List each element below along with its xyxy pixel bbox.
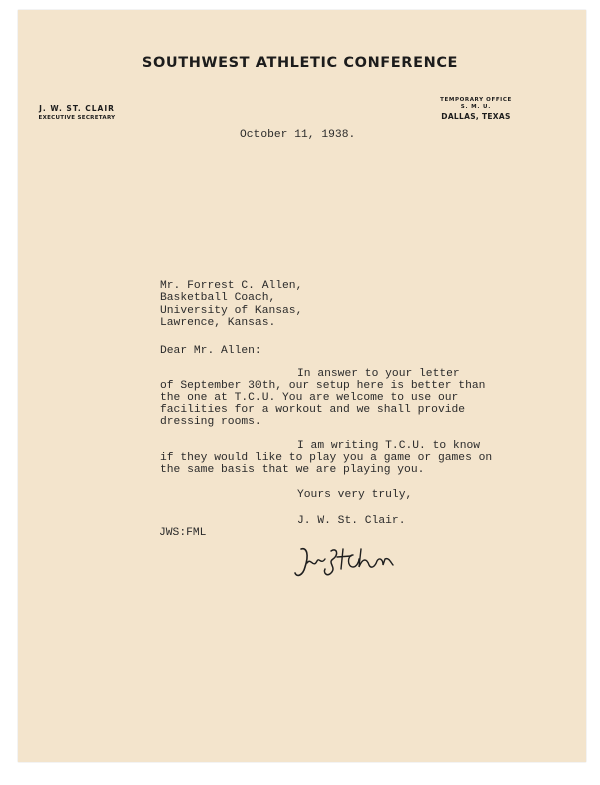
body-line: if they would like to play you a game or games on [160,452,493,464]
address-line: University of Kansas, [160,305,303,317]
typist-initials: JWS:FML [159,527,207,539]
body-line: the one at T.C.U. You are welcome to use our [160,392,459,404]
body-line: dressing rooms. [160,416,262,428]
address-line: Basketball Coach, [160,292,276,304]
secretary-name: J. W. ST. CLAIR [39,104,115,113]
body-line: the same basis that we are playing you. [160,464,425,476]
secretary-title: EXECUTIVE SECRETARY [38,115,116,121]
office-line-3: DALLAS, TEXAS [441,112,511,121]
salutation: Dear Mr. Allen: [160,345,262,357]
handwritten-signature [293,545,413,587]
address-line: Lawrence, Kansas. [160,317,276,329]
body-line: facilities for a workout and we shall provide [160,404,466,416]
signer-name: J. W. St. Clair. [297,515,406,527]
letterhead-title: SOUTHWEST ATHLETIC CONFERENCE [141,55,459,71]
office-line-1: TEMPORARY OFFICE [440,97,512,103]
body-line: I am writing T.C.U. to know [297,440,481,452]
letter-date: October 11, 1938. [240,129,356,141]
office-line-2: S. M. U. [460,104,492,110]
closing: Yours very truly, [297,489,413,501]
body-line: of September 30th, our setup here is better than [160,380,486,392]
address-line: Mr. Forrest C. Allen, [160,280,303,292]
body-line: In answer to your letter [297,368,460,380]
